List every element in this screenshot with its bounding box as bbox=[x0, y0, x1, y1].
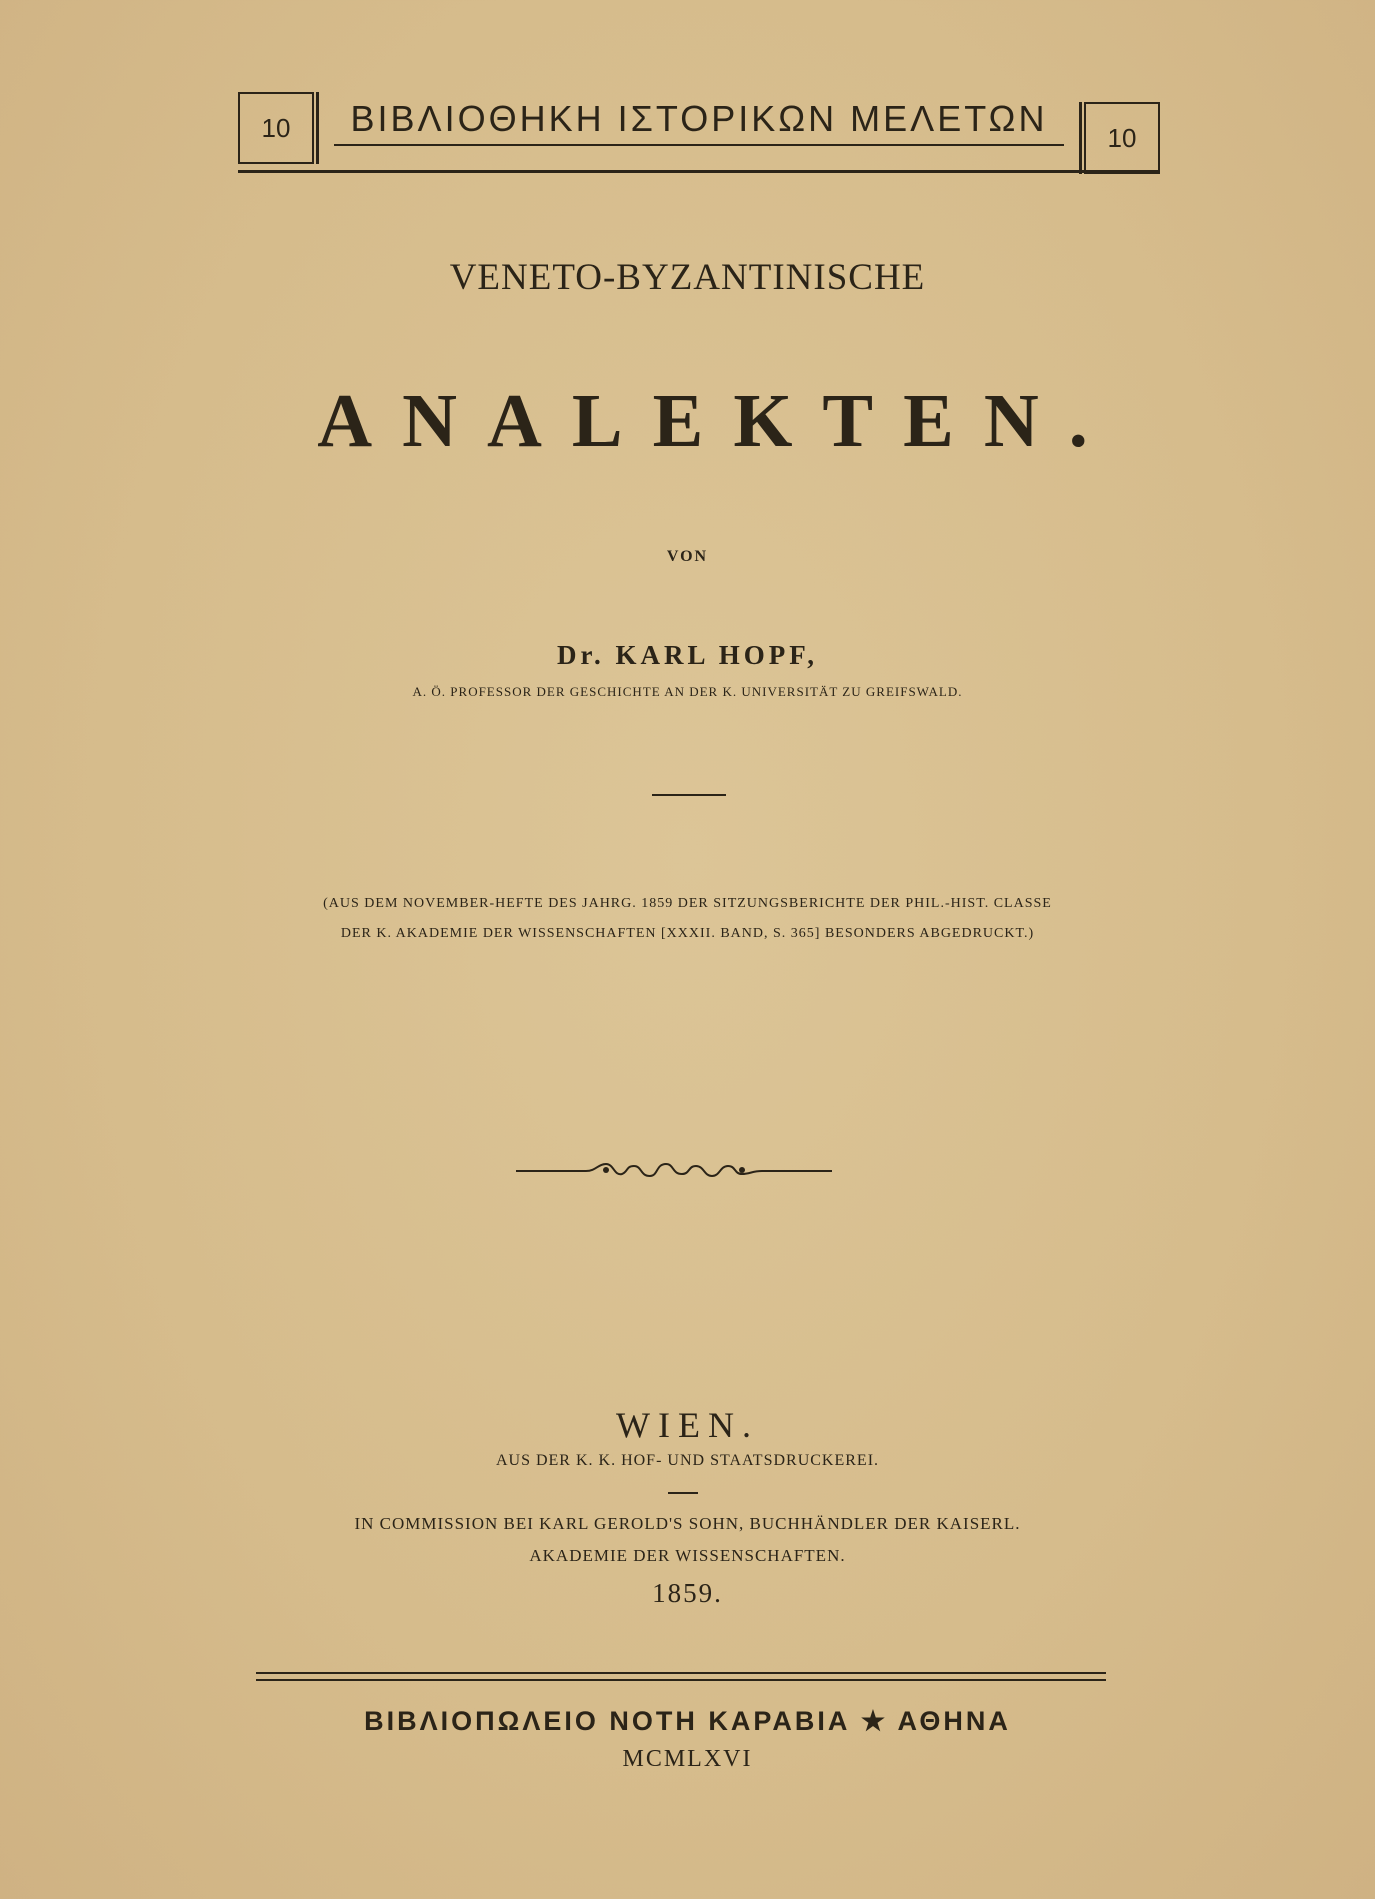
offprint-note-line-2: DER K. AKADEMIE DER WISSENSCHAFTEN [XXXII. BAND, S. 365] BESONDERS ABGEDRUCKT.) bbox=[340, 926, 1035, 941]
series-title: ΒΙΒΛΙΟΘΗΚΗ ΙΣΤΟΡΙΚΩΝ ΜΕΛΕΤΩΝ bbox=[334, 98, 1064, 146]
book-title: ANALEKTEN. bbox=[317, 379, 1118, 463]
commission-line-1: IN COMMISSION BEI KARL GEROLD'S SOHN, BUCHHÄNDLER DER KAISERL. bbox=[354, 1514, 1021, 1533]
reprint-year: MCMLXVI bbox=[622, 1746, 753, 1772]
book-subtitle: VENETO-BYZANTINISCHE bbox=[449, 257, 926, 298]
series-header bbox=[238, 92, 1160, 173]
reprint-publisher: ΒΙΒΛΙΟΠΩΛΕΙΟ ΝΟΤΗ ΚΑΡΑΒΙΑ ★ ΑΘΗΝΑ bbox=[364, 1706, 1011, 1736]
double-rule bbox=[256, 1672, 1106, 1681]
divider-rule bbox=[652, 794, 726, 796]
author-name: Dr. KARL HOPF, bbox=[556, 640, 819, 670]
commission-line-2: AKADEMIE DER WISSENSCHAFTEN. bbox=[529, 1546, 846, 1565]
imprint-divider bbox=[668, 1492, 698, 1494]
offprint-note-line-1: (AUS DEM NOVEMBER-HEFTE DES JAHRG. 1859 DER SITZUNGSBERICHTE DER PHIL.-HIST. CLASSE bbox=[323, 896, 1052, 911]
author-affiliation: A. Ö. PROFESSOR DER GESCHICHTE AN DER K. UNIVERSITÄT ZU GREIFSWALD. bbox=[412, 684, 963, 699]
series-number-left: 10 bbox=[238, 92, 314, 164]
ornament-flourish-icon bbox=[516, 1156, 832, 1186]
imprint-press: AUS DER K. K. HOF- UND STAATSDRUCKEREI. bbox=[495, 1452, 880, 1469]
imprint-year: 1859. bbox=[652, 1578, 723, 1608]
imprint-city: WIEN. bbox=[616, 1405, 759, 1445]
by-line: VON bbox=[666, 548, 709, 565]
series-number-right: 10 bbox=[1084, 102, 1160, 174]
